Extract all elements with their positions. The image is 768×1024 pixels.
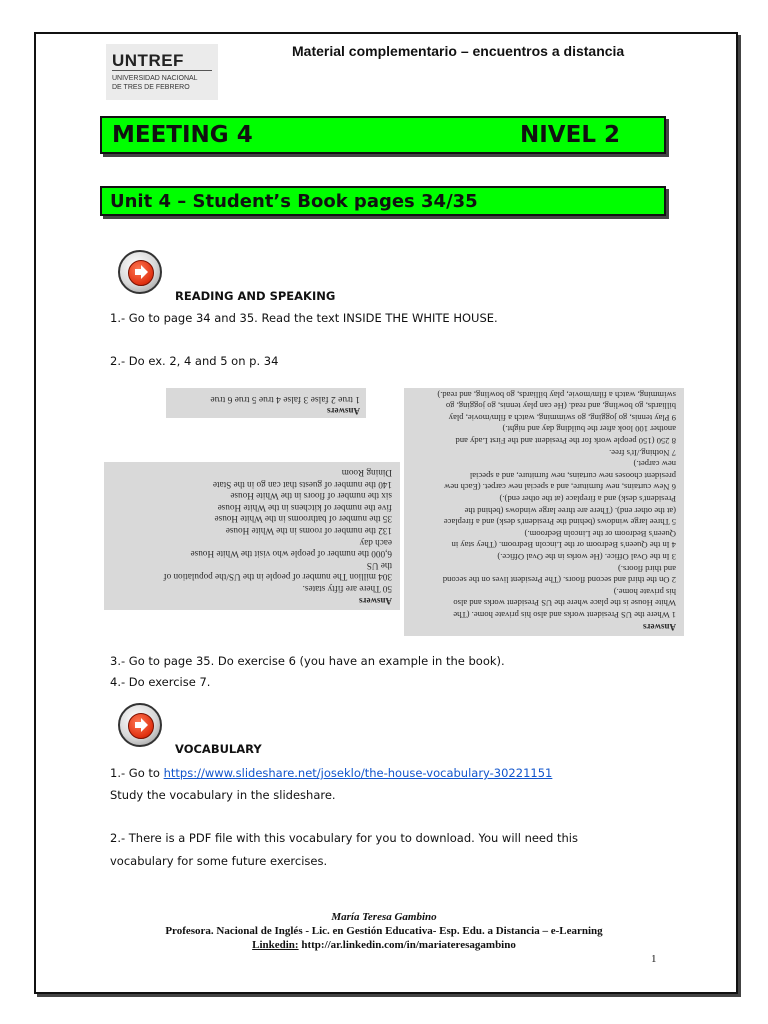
scan-left-row: 50 There are fifty states.: [302, 584, 392, 594]
scan-right-row: 5 Three large windows (behind the President's desk) and a fireplace: [443, 517, 676, 528]
vocabulary-item-1: [110, 766, 552, 780]
meeting-banner: [100, 116, 666, 154]
logo-subtitle: [112, 74, 198, 92]
answers-scan-small: [166, 388, 366, 418]
scan-right-row: 2 On the third and second floors. (The President lives on the second: [442, 575, 676, 586]
scan-left-row: 6,000 the number of people who visit the White House: [190, 549, 392, 560]
reading-speaking-heading: READING AND SPEAKING: [175, 289, 336, 303]
footer-author: María Teresa Gambino: [331, 911, 437, 923]
meeting-title: MEETING 4: [112, 122, 253, 148]
scan-right-row: White House is the place where the US President works and also: [453, 598, 676, 609]
answers-scan-left: [104, 462, 400, 610]
scan-right-row: 4 In the Queen's Bedroom or the Lincoln Bedroom. (They stay in: [451, 540, 676, 551]
arrow-right-icon: [118, 250, 162, 294]
scan-left-row: 304 million The number of people in the US/the population of: [163, 572, 392, 583]
vocabulary-heading: VOCABULARY: [175, 742, 262, 756]
scan-right-row: Queen's Bedroom or the Lincoln Bedroom.): [524, 528, 676, 539]
reading-item-4: 4.- Do exercise 7.: [110, 675, 211, 689]
scan-left-row: five the number of kitchens in the White House: [217, 502, 392, 513]
scan-right-row: 9 Play tennis, go jogging, go swimming, watch a film/movie, play: [448, 412, 676, 423]
scan-right-row: another 100 look after the building day and night.): [502, 424, 676, 435]
scan-right-row: 1 Where the US President works and also his private home. (The: [453, 610, 676, 620]
scan-right-label: Answers: [643, 622, 676, 632]
scan-left-label: Answers: [359, 596, 392, 606]
meeting-level: NIVEL 2: [520, 122, 620, 148]
footer-credentials: Profesora. Nacional de Inglés - Lic. en Gestión Educativa- Esp. Edu. a Distancia – e-Learning: [165, 925, 603, 937]
reading-item-2: 2.- Do ex. 2, 4 and 5 on p. 34: [110, 354, 279, 368]
scan-left-row: 132 the number of rooms in the White House: [225, 526, 392, 536]
scan-left-row: Dining Room: [341, 468, 392, 478]
scan-left-row: each day: [359, 537, 392, 548]
unit-banner: [100, 186, 666, 216]
scan-left-row: six the number of floors in the White House: [230, 491, 392, 502]
scan-small-label: Answers: [327, 406, 360, 416]
scan-right-row: 3 In the Oval Office. (He works in the Oval Office.): [497, 552, 676, 562]
linkedin-label: Linkedin:: [252, 939, 299, 951]
reading-item-3: 3.- Go to page 35. Do exercise 6 (you have an example in the book).: [110, 654, 505, 668]
page-number: 1: [651, 953, 657, 965]
vocabulary-item-1-prefix: 1.- Go to: [110, 766, 164, 780]
footer-linkedin: [0, 939, 768, 951]
header-title: Material complementario – encuentros a distancia: [292, 43, 625, 59]
logo-main-text: UNTREF: [112, 51, 184, 70]
unit-title: Unit 4 – Student’s Book pages 34/35: [110, 191, 478, 212]
scan-right-row: (at the other end). (There are three large windows (behind the: [464, 505, 676, 516]
scan-small-line: 1 true 2 false 3 false 4 true 5 true 6 true: [210, 394, 360, 404]
scan-right-row: new carpet.): [633, 459, 676, 470]
slideshare-link[interactable]: https://www.slideshare.net/joseklo/the-house-vocabulary-30221151: [163, 766, 553, 780]
scan-left-row: 140 the number of guests that can go in the State: [212, 479, 392, 490]
scan-right-row: President's desk) and a fireplace (at the other end).): [499, 494, 676, 504]
scan-right-row: and third floors.): [618, 563, 676, 574]
linkedin-url[interactable]: http://ar.linkedin.com/in/mariateresagambino: [298, 939, 516, 951]
scan-left-row: the US: [366, 560, 392, 571]
logo-divider: [112, 70, 212, 71]
scan-right-row: swimming, watch a film/movie, play billiards, go bowling, and read.): [437, 389, 676, 400]
vocabulary-item-2-line-2: vocabulary for some future exercises.: [110, 854, 328, 868]
scan-left-row: 35 the number of bathrooms in the White House: [214, 514, 392, 525]
scan-right-row: 7 Nothing./It's free.: [609, 447, 676, 458]
scan-right-row: billiards, go bowling, and read. (He can play tennis, go jogging, go: [445, 401, 676, 412]
logo-subtitle-line-1: UNIVERSIDAD NACIONAL: [112, 75, 198, 82]
logo-subtitle-line-2: DE TRES DE FEBRERO: [112, 84, 190, 91]
vocabulary-item-2-line-1: 2.- There is a PDF file with this vocabulary for you to download. You will need this: [110, 831, 578, 845]
scan-right-row: 8 250 (150 people work for the President and the First Lady and: [455, 436, 676, 446]
untref-logo: [106, 44, 218, 100]
scan-right-row: 6 New curtains, new furniture, and a special new carpet. (Each new: [444, 482, 676, 493]
vocabulary-item-1-line-2: Study the vocabulary in the slideshare.: [110, 788, 336, 802]
answers-scan-right: [404, 388, 684, 636]
scan-right-row: his private home.): [613, 586, 676, 597]
reading-item-1: 1.- Go to page 34 and 35. Read the text INSIDE THE WHITE HOUSE.: [110, 311, 498, 325]
scan-right-row: president chooses new curtains, new furniture, and a special: [469, 470, 676, 481]
arrow-right-icon: [118, 703, 162, 747]
